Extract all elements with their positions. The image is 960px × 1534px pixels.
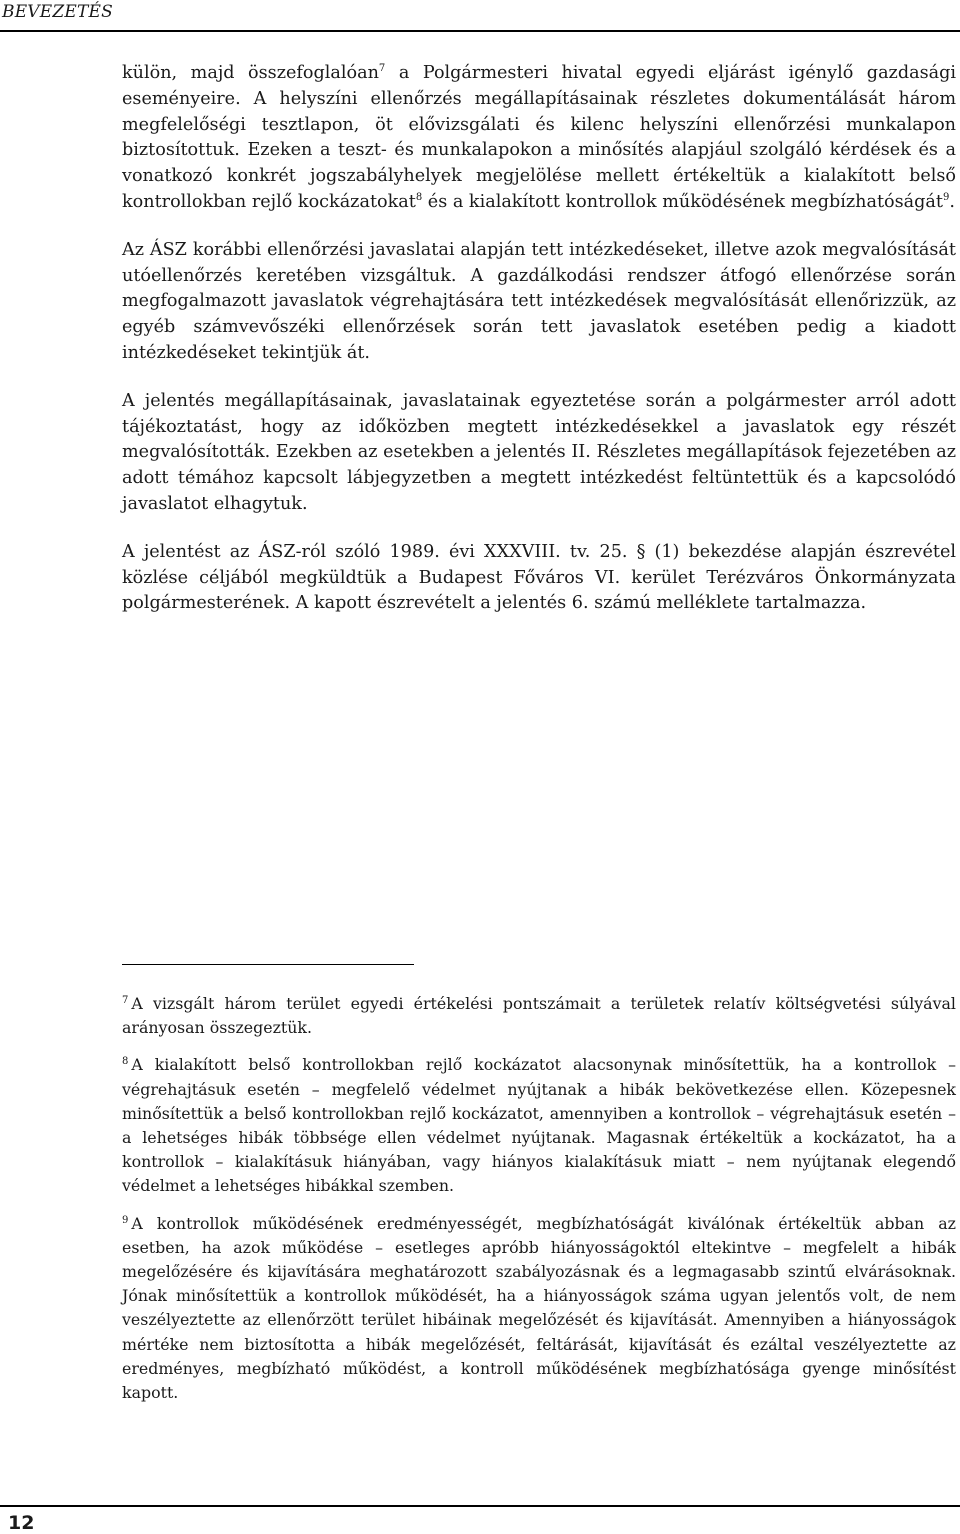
footnote-text: A kialakított belső kontrollokban rejlő kockázatot alacsonynak minősítettük, ha a kontrollok – végrehajtásuk esetén – megfelelő védelmet nyújtanak a hibák bekövetkezése ellen. Közepesnek minősítettük a belső kontrollokban rejlő kockázatot, amennyiben a kontrollok – végrehajtásuk esetén – a lehetséges hibák többsége ellen védelmet nyújtanak. Magasnak értékeltük a kockázatot, ha a kontrollok – kialakításuk hiányában, vagy hiányos kialakításuk miatt – nem nyújtanak elegendő védelmet a lehetséges hibákkal szemben. — [122, 1055, 956, 1196]
page-header — [0, 0, 960, 32]
footnote-9 — [122, 1212, 956, 1406]
paragraph-4: A jelentést az ÁSZ-ról szóló 1989. évi XXXVIII. tv. 25. § (1) bekezdése alapján észrevétel közlése céljából megküldtük a Budapest Főváros VI. kerület Terézváros Önkormányzata polgármesterének. A kapott észrevételt a jelentés 6. számú melléklete tartalmazza. — [122, 541, 956, 614]
paragraph-1 — [122, 61, 956, 216]
footnote-ref-9[interactable]: 9 — [942, 191, 950, 203]
footnote-ref-8[interactable]: 8 — [415, 191, 423, 203]
paragraph-1-part-b: a Polgármesteri hivatal egyedi eljárást igénylő gazdasági eseményeire. A helyszíni ellenőrzés megállapításainak részletes dokumentálását három megfelelőségi tesztlapon, öt elővizsgálati és kilenc helyszíni ellenőrzési munkalapon biztosítottuk. Ezeken a teszt- és munkalapokon a minősítés alapjául szolgáló kérdések és a vonatkozó konkrét jogszabályhelyek megjelölése mellett értékeltük a kialakított belső kontrollokban rejlő kockázatokat — [122, 63, 956, 212]
footnote-text: A kontrollok működésének eredményességét, megbízhatóságát kiválónak értékeltük abban az esetben, ha azok működése – esetleges apróbb hiányosságoktól eltekintve – megfelelt a hibák megelőzésére és kijavítására meghatározott szabályozásnak és a legmagasabb szintű elvárásoknak. Jónak minősítettük a kontrollok működését, ha a hiányosságok száma ugyan jelentős volt, de nem veszélyeztette az ellenőrzött terület hibáinak megelőzését és kijavítását. Amennyiben a hiányosságok mértéke nem biztosította a hibák megelőzését, feltárását, kijavítását és ezáltal veszélyeztette az eredményes, megbízható működést, a kontroll működésének megbízhatósága gyenge minősítést kapott. — [122, 1213, 956, 1403]
footnote-number: 9 — [122, 1214, 129, 1226]
footnote-number: 7 — [122, 995, 129, 1006]
footnote-number: 8 — [122, 1056, 129, 1068]
paragraph-3: A jelentés megállapításainak, javaslatainak egyeztetése során a polgármester arról adott tájékoztatást, hogy az időközben megtett intézkedésekkel a javaslatok egy részét megvalósították. Ezekben az esetekben a jelentés II. Részletes megállapítások fejezetében az adott témához kapcsolt lábjegyzetben a megtett intézkedést feltüntettük és a kapcsolódó javaslatot elhagytuk. — [122, 390, 956, 514]
footnote-7 — [122, 992, 956, 1040]
footnote-8 — [122, 1053, 956, 1198]
page-number: 12 — [8, 1512, 35, 1534]
paragraph-1-part-a: külön, majd összefoglalóan — [122, 63, 379, 83]
footer-rule — [0, 1505, 960, 1507]
footnote-separator — [122, 964, 414, 965]
paragraph-2: Az ÁSZ korábbi ellenőrzési javaslatai alapján tett intézkedéseket, illetve azok megvalósítását utóellenőrzés keretében vizsgáltuk. A gazdálkodási rendszer átfogó ellenőrzése során megfogalmazott javaslatok végrehajtására tett intézkedések megvalósítását ellenőrizzük, az egyéb számvevőszéki ellenőrzések során tett javaslatok esetében pedig a kiadott intézkedéseket tekintjük át. — [122, 239, 956, 363]
paragraph-1-part-c: és a kialakított kontrollok működésének megbízhatóságát — [422, 191, 943, 212]
main-text — [122, 61, 956, 639]
section-title: BEVEZETÉS — [2, 2, 114, 22]
footnote-ref-7[interactable]: 7 — [378, 63, 386, 74]
paragraph-1-part-d: . — [949, 191, 955, 212]
footnotes — [122, 992, 956, 1418]
footnote-text: A vizsgált három terület egyedi értékelési pontszámait a területek relatív költségvetési súlyával arányosan összegeztük. — [122, 994, 956, 1038]
